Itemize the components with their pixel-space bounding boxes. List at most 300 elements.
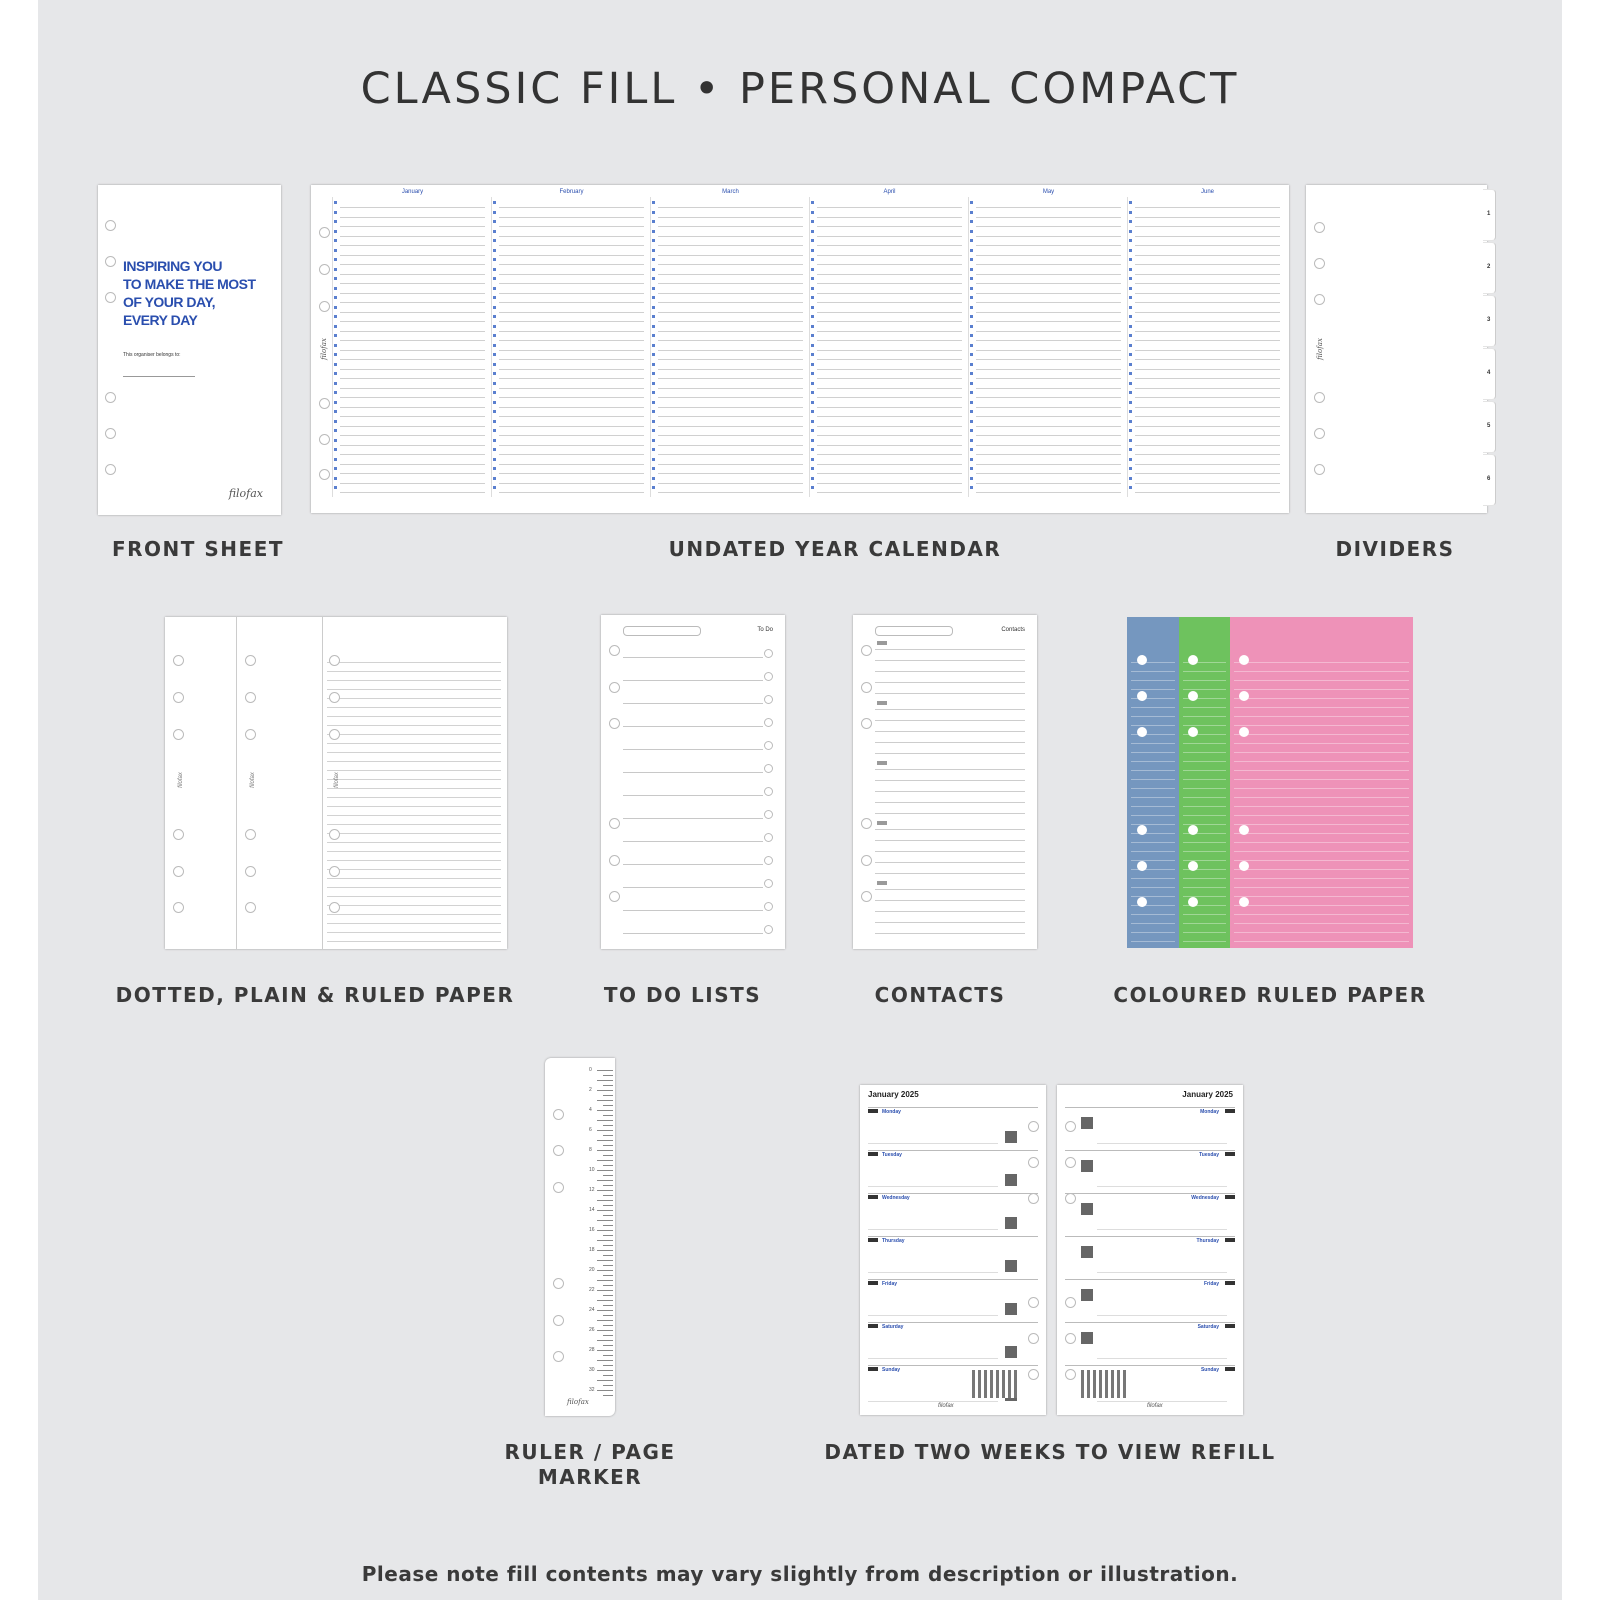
punch-hole	[319, 227, 330, 238]
writing-line	[868, 1272, 998, 1273]
qr-code-icon	[1081, 1117, 1093, 1129]
left-page-header: January 2025	[868, 1090, 919, 1099]
ruled-line	[327, 779, 501, 780]
calendar-row-line	[976, 492, 1121, 493]
todo-line	[623, 887, 763, 888]
calendar-row-line	[1135, 245, 1280, 246]
contact-line	[875, 693, 1025, 694]
contact-line	[875, 862, 1025, 863]
calendar-row-line	[499, 426, 644, 427]
calendar-row-line	[499, 407, 644, 408]
calendar-row-line	[499, 312, 644, 313]
qr-code-icon	[1005, 1217, 1017, 1229]
punch-hole	[319, 301, 330, 312]
calendar-row-line	[817, 331, 962, 332]
ruler-tick	[603, 1265, 613, 1266]
calendar-row-line	[976, 416, 1121, 417]
day-marker	[493, 401, 496, 404]
punch-hole	[1188, 861, 1198, 871]
day-label: Sunday	[1200, 1367, 1219, 1373]
day-label: Tuesday	[1199, 1152, 1219, 1158]
day-marker	[334, 458, 337, 461]
day-marker	[334, 334, 337, 337]
day-marker	[1129, 220, 1132, 223]
ruled-line	[1234, 851, 1409, 852]
day-marker	[334, 391, 337, 394]
ruler-tick	[597, 1230, 613, 1231]
punch-hole	[1028, 1121, 1039, 1132]
month-label: May	[1042, 189, 1055, 195]
calendar-row-line	[817, 445, 962, 446]
todo-heading: To Do	[757, 627, 773, 633]
todo-checkbox	[764, 925, 773, 934]
contact-line	[875, 873, 1025, 874]
day-marker	[652, 486, 655, 489]
ruled-line	[327, 671, 501, 672]
punch-hole	[1239, 825, 1249, 835]
day-marker	[1129, 486, 1132, 489]
punch-hole	[861, 855, 872, 866]
ruled-line	[1234, 734, 1409, 735]
calendar-row-line	[1135, 340, 1280, 341]
green-sheet	[1179, 617, 1230, 948]
day-marker	[1129, 382, 1132, 385]
calendar-row-line	[658, 302, 803, 303]
day-divider	[868, 1322, 1038, 1323]
calendar-row-line	[817, 236, 962, 237]
calendar-row-line	[658, 207, 803, 208]
calendar-row-line	[499, 226, 644, 227]
punch-hole	[1239, 655, 1249, 665]
ruled-line	[1183, 725, 1226, 726]
calendar-row-line	[340, 397, 485, 398]
todo-checkbox	[764, 833, 773, 842]
calendar-row-line	[817, 435, 962, 436]
day-marker	[811, 201, 814, 204]
day-label: Wednesday	[1191, 1195, 1219, 1201]
day-marker	[334, 220, 337, 223]
ruled-line	[327, 680, 501, 681]
day-marker	[970, 486, 973, 489]
punch-hole	[1314, 428, 1325, 439]
qr-code-icon	[1005, 1174, 1017, 1186]
headline-line: EVERY DAY	[123, 312, 198, 328]
punch-hole	[329, 655, 340, 666]
calendar-row-line	[1135, 388, 1280, 389]
calendar-row-line	[817, 388, 962, 389]
ruler-tick	[603, 1135, 613, 1136]
day-marker	[970, 458, 973, 461]
contact-line	[875, 742, 1025, 743]
calendar-row-line	[658, 331, 803, 332]
day-marker	[970, 467, 973, 470]
day-marker	[1129, 230, 1132, 233]
ruled-line	[1183, 716, 1226, 717]
day-marker	[334, 258, 337, 261]
calendar-row-line	[817, 293, 962, 294]
calendar-row-line	[499, 464, 644, 465]
day-marker	[1129, 296, 1132, 299]
ruled-line	[327, 806, 501, 807]
ruled-line	[1183, 752, 1226, 753]
calendar-row-line	[340, 359, 485, 360]
day-marker	[493, 448, 496, 451]
calendar-row-line	[499, 454, 644, 455]
headline-line: OF YOUR DAY,	[123, 294, 216, 310]
punch-hole	[1188, 655, 1198, 665]
calendar-row-line	[340, 445, 485, 446]
calendar-row-line	[658, 321, 803, 322]
day-marker	[970, 353, 973, 356]
day-marker	[1129, 306, 1132, 309]
calendar-row-line	[499, 369, 644, 370]
writing-line	[868, 1143, 998, 1144]
ruled-line	[1131, 824, 1175, 825]
day-marker	[334, 325, 337, 328]
day-divider	[1065, 1279, 1235, 1280]
day-marker	[493, 287, 496, 290]
day-number	[868, 1281, 878, 1285]
month-label: June	[1200, 189, 1214, 195]
todo-line	[623, 726, 763, 727]
ruled-line	[327, 896, 501, 897]
calendar-row-line	[817, 217, 962, 218]
day-marker	[334, 363, 337, 366]
calendar-row-line	[340, 245, 485, 246]
day-number	[868, 1367, 878, 1371]
contact-line	[875, 900, 1025, 901]
calendar-row-line	[1135, 407, 1280, 408]
ruler-number: 22	[589, 1287, 595, 1293]
day-marker	[1129, 211, 1132, 214]
day-marker	[493, 201, 496, 204]
day-marker	[970, 410, 973, 413]
punch-hole	[329, 729, 340, 740]
day-label: Saturday	[882, 1324, 904, 1330]
ruler-tick	[603, 1385, 613, 1386]
two-weeks-right-page	[1057, 1085, 1243, 1415]
ruled-line	[327, 716, 501, 717]
punch-hole	[861, 891, 872, 902]
day-label: Tuesday	[882, 1152, 902, 1158]
day-number	[868, 1195, 878, 1199]
day-marker	[811, 277, 814, 280]
paper-divider	[322, 617, 323, 949]
punch-hole	[1314, 392, 1325, 403]
punch-hole	[329, 866, 340, 877]
todo-line	[623, 795, 763, 796]
contact-line	[875, 780, 1025, 781]
ruled-line	[1183, 941, 1226, 942]
day-marker	[970, 201, 973, 204]
ruler-number: 26	[589, 1327, 595, 1333]
day-marker	[652, 458, 655, 461]
ruled-line	[1131, 752, 1175, 753]
ruled-line	[1131, 932, 1175, 933]
punch-hole	[1137, 727, 1147, 737]
calendar-row-line	[976, 302, 1121, 303]
calendar-row-line	[658, 464, 803, 465]
ruler-tick	[597, 1150, 613, 1151]
punch-hole	[1065, 1121, 1076, 1132]
punch-hole	[173, 655, 184, 666]
calendar-row-line	[817, 350, 962, 351]
ruler-tick	[603, 1125, 613, 1126]
punch-hole	[329, 902, 340, 913]
day-marker	[652, 201, 655, 204]
ruler-number: 4	[589, 1107, 592, 1113]
ruler-number: 2	[589, 1087, 592, 1093]
contact-line	[875, 720, 1025, 721]
ruler-tick	[597, 1350, 613, 1351]
writing-line	[1097, 1272, 1227, 1273]
contact-label	[877, 881, 887, 885]
column-separator	[1127, 197, 1128, 497]
calendar-row-line	[817, 245, 962, 246]
calendar-row-line	[658, 492, 803, 493]
calendar-row-line	[817, 473, 962, 474]
ruler-tick	[603, 1375, 613, 1376]
ruler-number: 24	[589, 1307, 595, 1313]
writing-line	[1097, 1401, 1227, 1402]
calendar-row-line	[499, 473, 644, 474]
day-label: Thursday	[882, 1238, 905, 1244]
page-title: CLASSIC FILL • PERSONAL COMPACT	[360, 64, 1240, 114]
calendar-row-line	[658, 407, 803, 408]
mini-calendar	[972, 1370, 1018, 1398]
day-marker	[652, 230, 655, 233]
ruler-tick	[597, 1330, 613, 1331]
day-marker	[811, 220, 814, 223]
punch-hole	[1188, 897, 1198, 907]
ruled-line	[327, 815, 501, 816]
day-label: Friday	[1203, 1281, 1219, 1287]
ruler-tick	[597, 1360, 613, 1361]
ruled-line	[1234, 905, 1409, 906]
day-marker	[970, 211, 973, 214]
punch-hole	[861, 645, 872, 656]
calendar-row-line	[976, 464, 1121, 465]
calendar-row-line	[1135, 350, 1280, 351]
contacts-heading: Contacts	[1001, 627, 1025, 633]
ruler-tick	[603, 1295, 613, 1296]
ruled-line	[327, 878, 501, 879]
day-marker	[811, 296, 814, 299]
calendar-row-line	[817, 397, 962, 398]
ruler-tick	[597, 1380, 613, 1381]
ruled-line	[1183, 779, 1226, 780]
day-marker	[493, 439, 496, 442]
column-separator	[809, 197, 810, 497]
ruled-line	[1131, 707, 1175, 708]
punch-hole	[245, 729, 256, 740]
calendar-row-line	[340, 454, 485, 455]
calendar-row-line	[817, 226, 962, 227]
ruler-number: 6	[589, 1127, 592, 1133]
day-marker	[652, 391, 655, 394]
calendar-row-line	[817, 369, 962, 370]
punch-hole	[329, 692, 340, 703]
day-marker	[1129, 401, 1132, 404]
qr-code-icon	[1005, 1303, 1017, 1315]
ruler-tick	[603, 1095, 613, 1096]
ruler-number: 10	[589, 1167, 595, 1173]
calendar-row-line	[499, 331, 644, 332]
day-marker	[970, 372, 973, 375]
todo-checkbox	[764, 695, 773, 704]
calendar-row-line	[499, 207, 644, 208]
todo-checkbox	[764, 787, 773, 796]
punch-hole	[553, 1351, 564, 1362]
day-marker	[1129, 391, 1132, 394]
headline-line: TO MAKE THE MOST	[123, 276, 256, 292]
punch-hole	[245, 902, 256, 913]
day-marker	[493, 315, 496, 318]
day-marker	[1129, 372, 1132, 375]
ruler-tick	[603, 1155, 613, 1156]
contact-line	[875, 671, 1025, 672]
day-marker	[334, 249, 337, 252]
punch-hole	[553, 1315, 564, 1326]
ruler-tick	[603, 1225, 613, 1226]
calendar-row-line	[1135, 283, 1280, 284]
calendar-row-line	[976, 454, 1121, 455]
divider-tab-label: 2	[1487, 264, 1491, 270]
calendar-row-line	[340, 217, 485, 218]
calendar-row-line	[976, 274, 1121, 275]
punch-hole	[609, 682, 620, 693]
calendar-row-line	[1135, 321, 1280, 322]
todo-line	[623, 818, 763, 819]
ruled-line	[1234, 941, 1409, 942]
calendar-row-line	[658, 435, 803, 436]
day-marker	[970, 315, 973, 318]
punch-hole	[173, 829, 184, 840]
day-divider	[868, 1279, 1038, 1280]
day-marker	[970, 287, 973, 290]
calendar-row-line	[499, 492, 644, 493]
ruled-line	[327, 869, 501, 870]
day-marker	[652, 363, 655, 366]
contact-line	[875, 769, 1025, 770]
calendar-row-line	[817, 359, 962, 360]
punch-hole	[1314, 294, 1325, 305]
calendar-row-line	[1135, 369, 1280, 370]
ruler-tick	[597, 1090, 613, 1091]
punch-hole	[105, 256, 116, 267]
ruler-tick	[597, 1340, 613, 1341]
calendar-row-line	[976, 426, 1121, 427]
ruler-number: 0	[589, 1067, 592, 1073]
ruled-line	[1234, 842, 1409, 843]
calendar-row-line	[658, 416, 803, 417]
day-marker	[1129, 249, 1132, 252]
calendar-row-line	[340, 255, 485, 256]
caption-dividers: DIVIDERS	[1335, 537, 1455, 561]
qr-code-icon	[1081, 1160, 1093, 1172]
mini-calendar	[1081, 1370, 1127, 1398]
punch-hole	[1188, 691, 1198, 701]
day-marker	[1129, 458, 1132, 461]
day-label: Thursday	[1196, 1238, 1219, 1244]
day-number	[868, 1109, 878, 1113]
todo-line	[623, 933, 763, 934]
todo-checkbox	[764, 718, 773, 727]
day-marker	[334, 306, 337, 309]
day-divider	[1065, 1236, 1235, 1237]
owner-line-label: This organiser belongs to:	[123, 352, 181, 358]
ruled-line	[327, 788, 501, 789]
ruler-number: 14	[589, 1207, 595, 1213]
month-label: January	[401, 189, 424, 195]
day-marker	[811, 439, 814, 442]
ruled-line	[1234, 896, 1409, 897]
day-label: Wednesday	[882, 1195, 910, 1201]
day-marker	[1129, 344, 1132, 347]
contact-label	[877, 821, 887, 825]
punch-hole	[105, 428, 116, 439]
day-marker	[334, 429, 337, 432]
calendar-row-line	[340, 435, 485, 436]
contact-line	[875, 649, 1025, 650]
day-divider	[868, 1236, 1038, 1237]
calendar-row-line	[499, 388, 644, 389]
calendar-row-line	[658, 388, 803, 389]
punch-hole	[245, 692, 256, 703]
calendar-row-line	[499, 445, 644, 446]
calendar-row-line	[817, 340, 962, 341]
ruled-line	[1183, 932, 1226, 933]
calendar-row-line	[817, 255, 962, 256]
month-label: February	[559, 189, 584, 195]
column-separator	[650, 197, 651, 497]
ruled-line	[1131, 860, 1175, 861]
ruled-line	[1234, 860, 1409, 861]
calendar-row-line	[658, 274, 803, 275]
calendar-row-line	[1135, 274, 1280, 275]
day-marker	[970, 439, 973, 442]
day-divider	[1065, 1322, 1235, 1323]
day-marker	[493, 410, 496, 413]
calendar-row-line	[340, 492, 485, 493]
day-divider	[1065, 1365, 1235, 1366]
punch-hole	[1137, 897, 1147, 907]
calendar-row-line	[1135, 217, 1280, 218]
day-marker	[970, 268, 973, 271]
calendar-row-line	[499, 274, 644, 275]
punch-hole	[1314, 222, 1325, 233]
ruler-tick	[597, 1320, 613, 1321]
writing-line	[1097, 1315, 1227, 1316]
ruler-tick	[603, 1105, 613, 1106]
todo-checkbox	[764, 902, 773, 911]
pink-sheet	[1230, 617, 1413, 948]
ruled-line	[327, 914, 501, 915]
day-marker	[652, 325, 655, 328]
todo-line	[623, 910, 763, 911]
day-marker	[811, 448, 814, 451]
ruler-tick	[597, 1390, 613, 1391]
day-marker	[1129, 363, 1132, 366]
calendar-row-line	[658, 264, 803, 265]
qr-code-icon	[1081, 1332, 1093, 1344]
day-number	[1225, 1238, 1235, 1242]
calendar-row-line	[499, 236, 644, 237]
contact-label	[877, 701, 887, 705]
ruled-line	[327, 761, 501, 762]
day-marker	[493, 258, 496, 261]
day-marker	[811, 325, 814, 328]
